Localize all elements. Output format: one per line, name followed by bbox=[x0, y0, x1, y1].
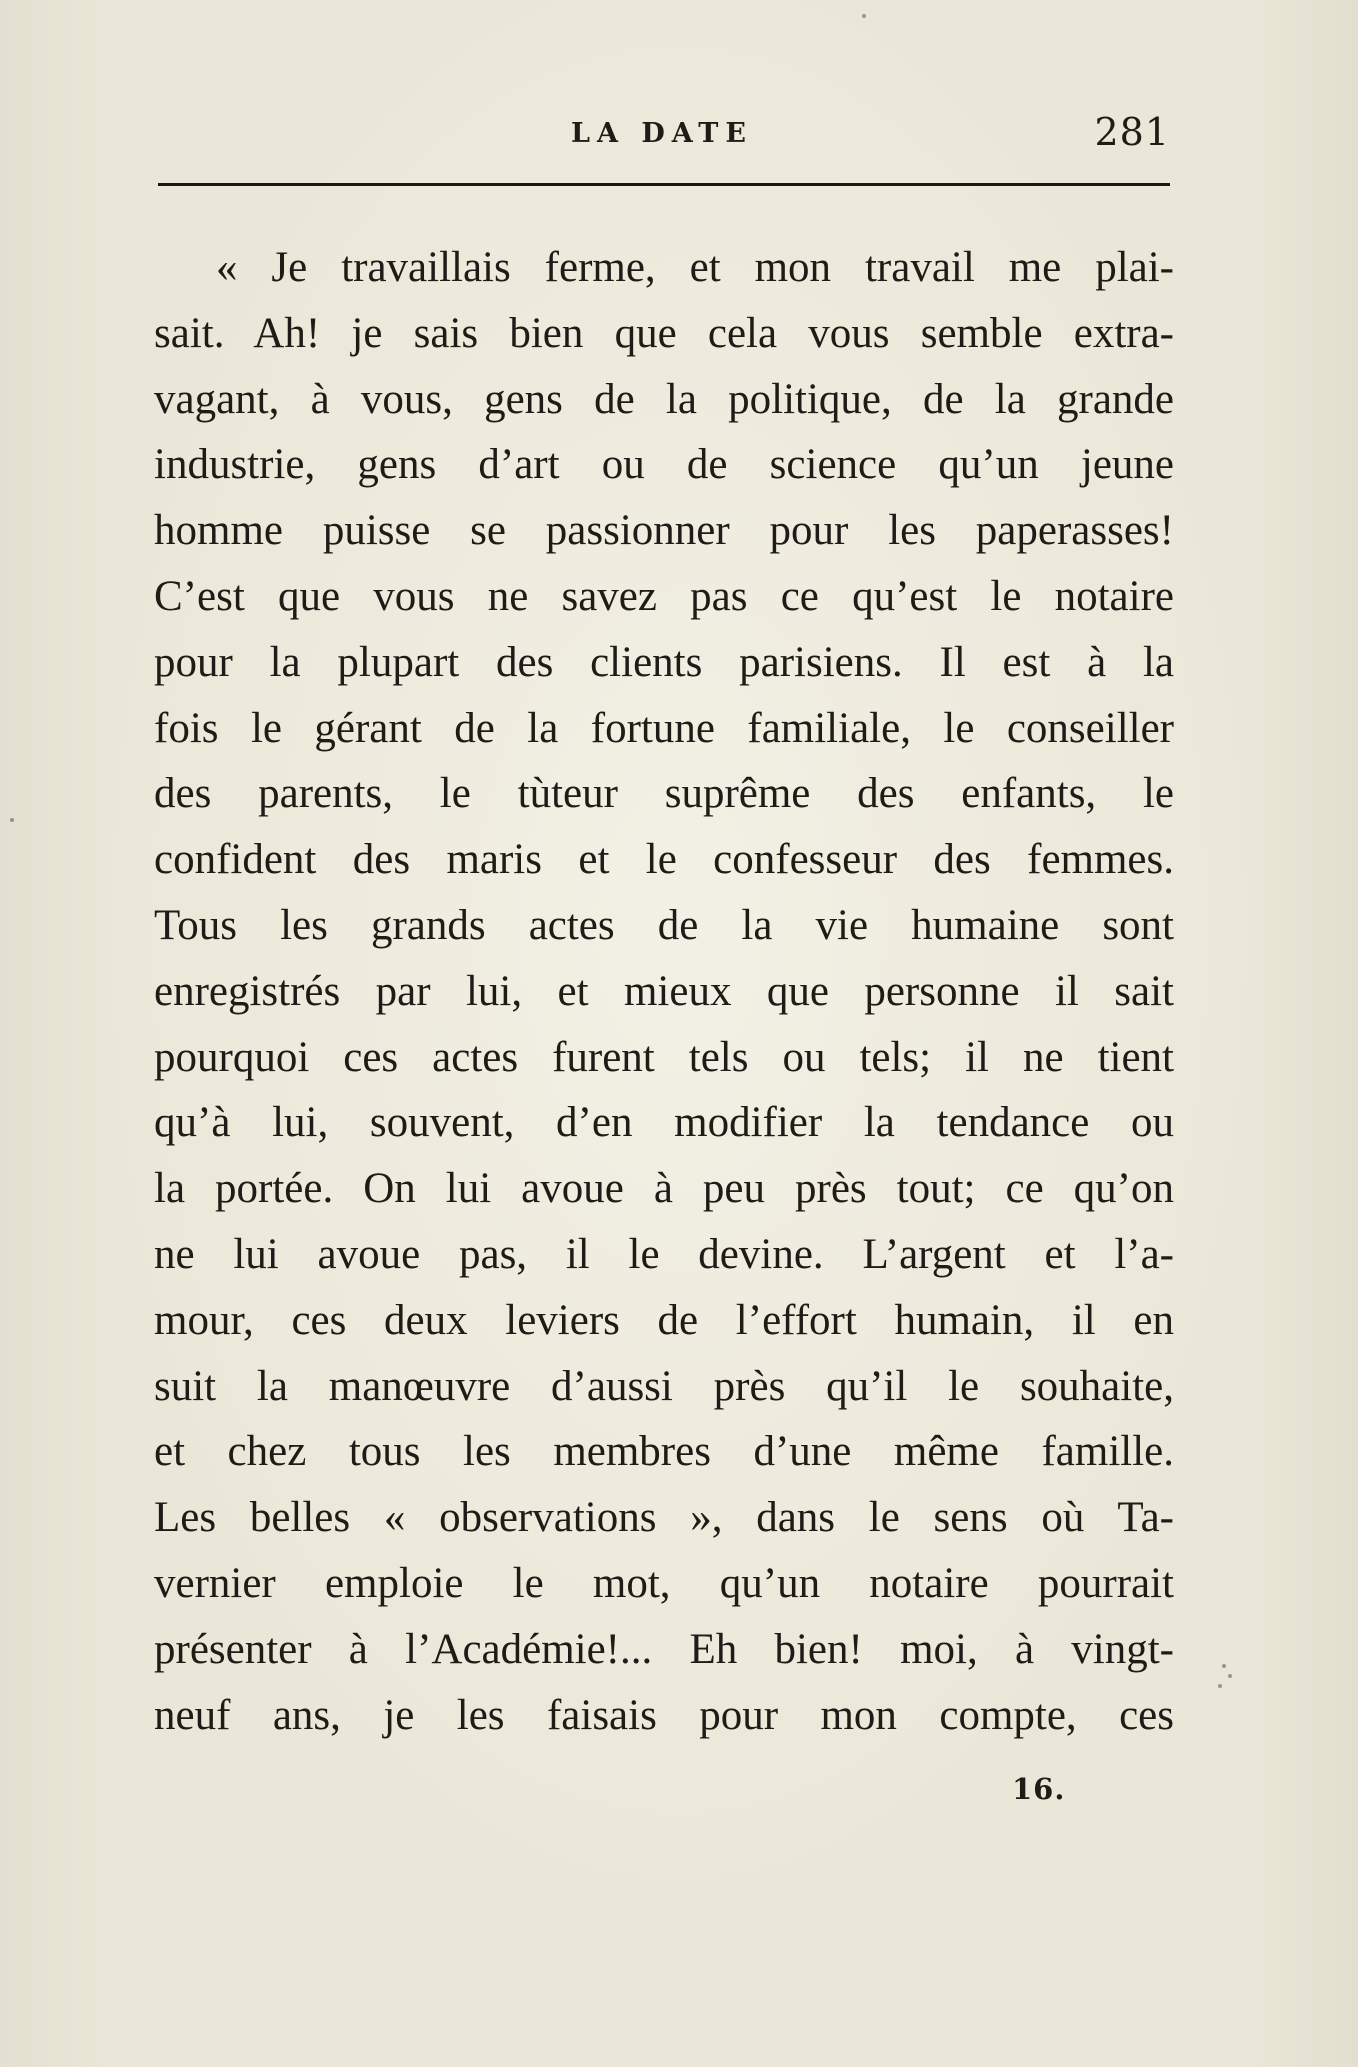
paper-speck bbox=[1218, 1684, 1222, 1688]
text-line: C’est que vous ne savez pas ce qu’est le notaire bbox=[154, 572, 1174, 620]
text-line: vernier emploie le mot, qu’un notaire pourrait bbox=[154, 1559, 1174, 1607]
running-title: LA DATE bbox=[571, 118, 753, 149]
text-line: pour la plupart des clients parisiens. Il est à la bbox=[154, 638, 1174, 686]
page-number: 281 bbox=[1094, 110, 1170, 154]
text-line: la portée. On lui avoue à peu près tout; ce qu’on bbox=[154, 1165, 1174, 1213]
signature-mark: 16. bbox=[1012, 1772, 1066, 1806]
text-line: enregistrés par lui, et mieux que personne il sait bbox=[154, 967, 1174, 1015]
text-line: Tous les grands actes de la vie humaine sont bbox=[154, 901, 1174, 949]
text-line: « Je travaillais ferme, et mon travail me plai- bbox=[216, 244, 1174, 291]
paper-speck bbox=[862, 14, 866, 18]
text-line: homme puisse se passionner pour les paperasses! bbox=[154, 507, 1174, 555]
text-line: industrie, gens d’art ou de science qu’un jeune bbox=[154, 441, 1174, 489]
paper-speck bbox=[10, 818, 14, 822]
text-line: fois le gérant de la fortune familiale, le conseiller bbox=[154, 704, 1174, 752]
page-header bbox=[154, 110, 1170, 170]
text-line: suit la manœuvre d’aussi près qu’il le souhaite, bbox=[154, 1362, 1174, 1410]
text-line: qu’à lui, souvent, d’en modifier la tendance ou bbox=[154, 1099, 1174, 1147]
text-line: pourquoi ces actes furent tels ou tels; il ne tient bbox=[154, 1033, 1174, 1081]
text-line: neuf ans, je les faisais pour mon compte, ces bbox=[154, 1691, 1174, 1739]
text-line: sait. Ah! je sais bien que cela vous semble extra- bbox=[154, 309, 1174, 357]
text-line: et chez tous les membres d’une même famille. bbox=[154, 1428, 1174, 1476]
paper-speck bbox=[1228, 1674, 1232, 1678]
text-line: des parents, le tùteur suprême des enfants, le bbox=[154, 770, 1174, 818]
text-line: présenter à l’Académie!... Eh bien! moi, à vingt- bbox=[154, 1625, 1174, 1673]
text-line: mour, ces deux leviers de l’effort humain, il en bbox=[154, 1296, 1174, 1344]
text-line: confident des maris et le confesseur des femmes. bbox=[154, 836, 1174, 884]
text-line: Les belles « observations », dans le sens où Ta- bbox=[154, 1494, 1174, 1542]
header-rule bbox=[158, 183, 1170, 186]
body-text bbox=[154, 235, 1174, 1748]
paper-speck bbox=[1222, 1664, 1226, 1668]
text-line: vagant, à vous, gens de la politique, de la grande bbox=[154, 375, 1174, 423]
text-line: ne lui avoue pas, il le devine. L’argent et l’a- bbox=[154, 1230, 1174, 1278]
